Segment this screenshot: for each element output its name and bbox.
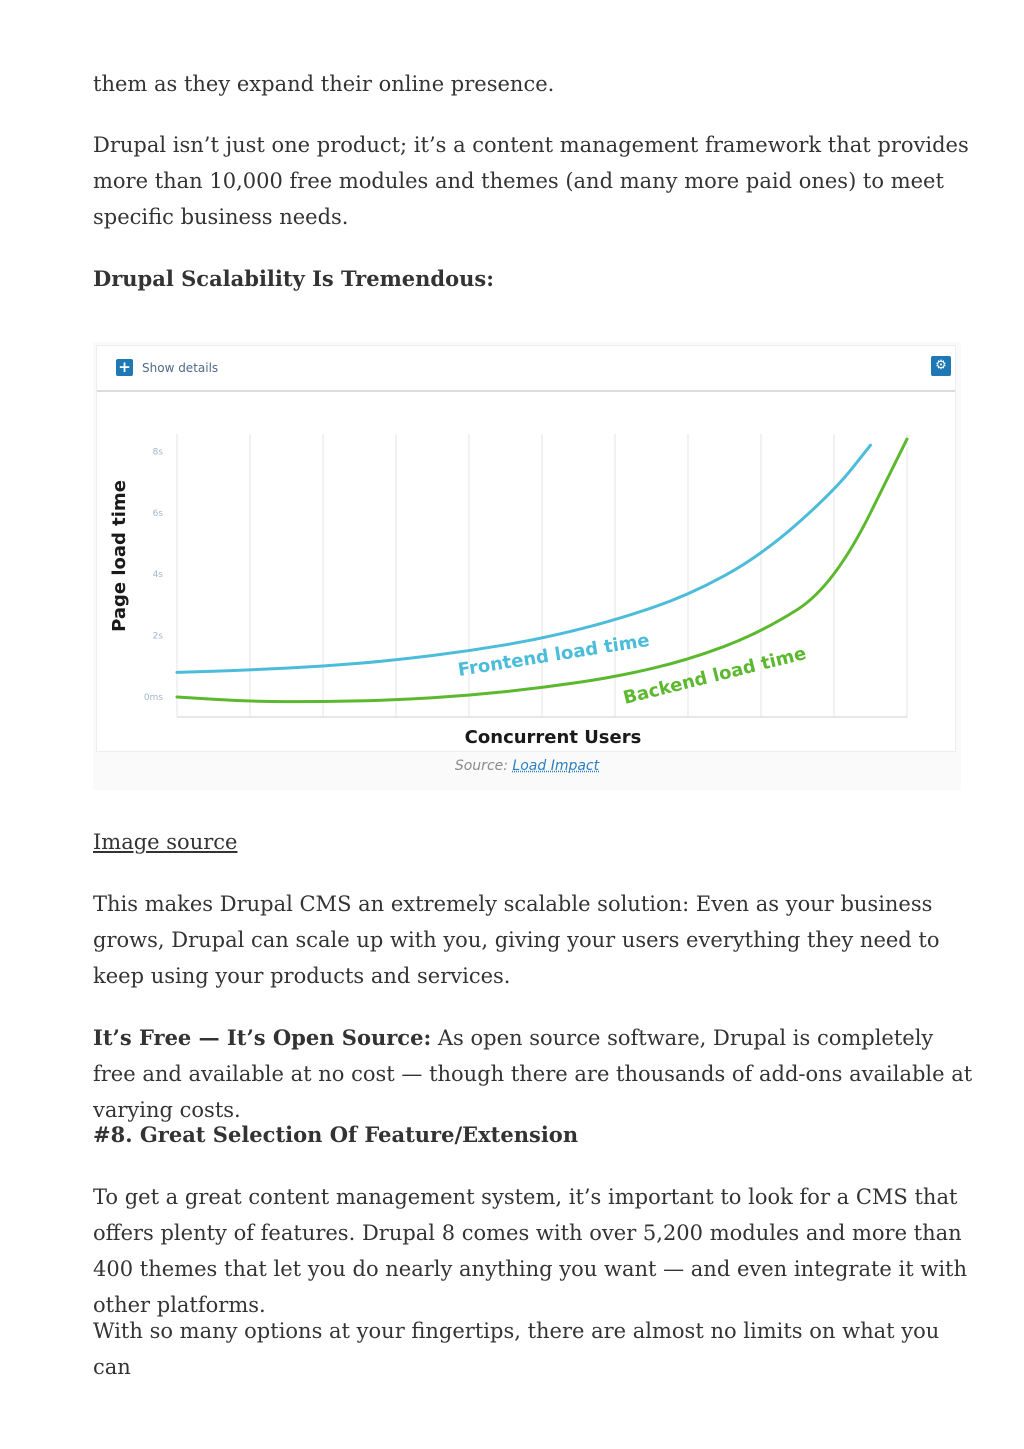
frontend-series-line <box>177 445 871 672</box>
y-tick-label: 0ms <box>143 693 163 703</box>
heading-scalability: Drupal Scalability Is Tremendous: <box>93 266 494 291</box>
frontend-series-label: Frontend load time <box>456 629 651 681</box>
chart-figure <box>93 342 961 790</box>
y-tick-label: 6s <box>152 508 163 519</box>
chart-source <box>93 758 961 774</box>
y-tick-label: 4s <box>152 570 163 581</box>
backend-series-label: Backend load time <box>621 643 809 709</box>
paragraph-scalable-solution: This makes Drupal CMS an extremely scalable solution: Even as your business grows, Drupal can scale up with you, giving your users everything they need to keep using your products and services. <box>93 892 940 988</box>
chart-svg <box>97 346 955 751</box>
free-open-source-label: It’s Free — It’s Open Source: <box>93 1025 432 1050</box>
paragraph-intro-tail: them as they expand their online presence. <box>93 72 555 96</box>
image-source-paragraph <box>93 824 973 860</box>
paragraph-free-open-source <box>93 1020 973 1128</box>
plus-icon[interactable]: + <box>116 359 133 376</box>
heading-feature-extension: #8. Great Selection Of Feature/Extension <box>93 1122 579 1147</box>
x-axis-label: Concurrent Users <box>464 727 642 748</box>
y-axis-label: Page load time <box>109 480 130 632</box>
paragraph-great-cms: To get a great content management system, it’s important to look for a CMS that offers plenty of features. Drupal 8 comes with over 5,200 modules and more than 400 themes that let you do nearly anything you want — and even integrate it with other platforms. <box>93 1185 968 1317</box>
y-tick-label: 2s <box>152 631 163 642</box>
y-tick-label: 8s <box>152 447 163 458</box>
gear-icon[interactable]: ⚙ <box>931 356 951 376</box>
paragraph-options: With so many options at your fingertips, there are almost no limits on what you can <box>93 1319 940 1379</box>
source-prefix: Source: <box>454 758 508 774</box>
chart-panel <box>96 345 956 752</box>
paragraph-drupal-framework: Drupal isn’t just one product; it’s a content management framework that provides more than 10,000 free modules and themes (and many more paid ones) to meet specific business needs. <box>93 133 969 229</box>
source-link[interactable]: Load Impact <box>512 758 600 774</box>
show-details-link[interactable]: Show details <box>142 361 219 375</box>
image-source-link[interactable]: Image source <box>93 830 238 854</box>
free-open-source-text: As open source software, Drupal is completely free and available at no cost — though there are thousands of add-ons available at varying costs. <box>93 1026 973 1122</box>
